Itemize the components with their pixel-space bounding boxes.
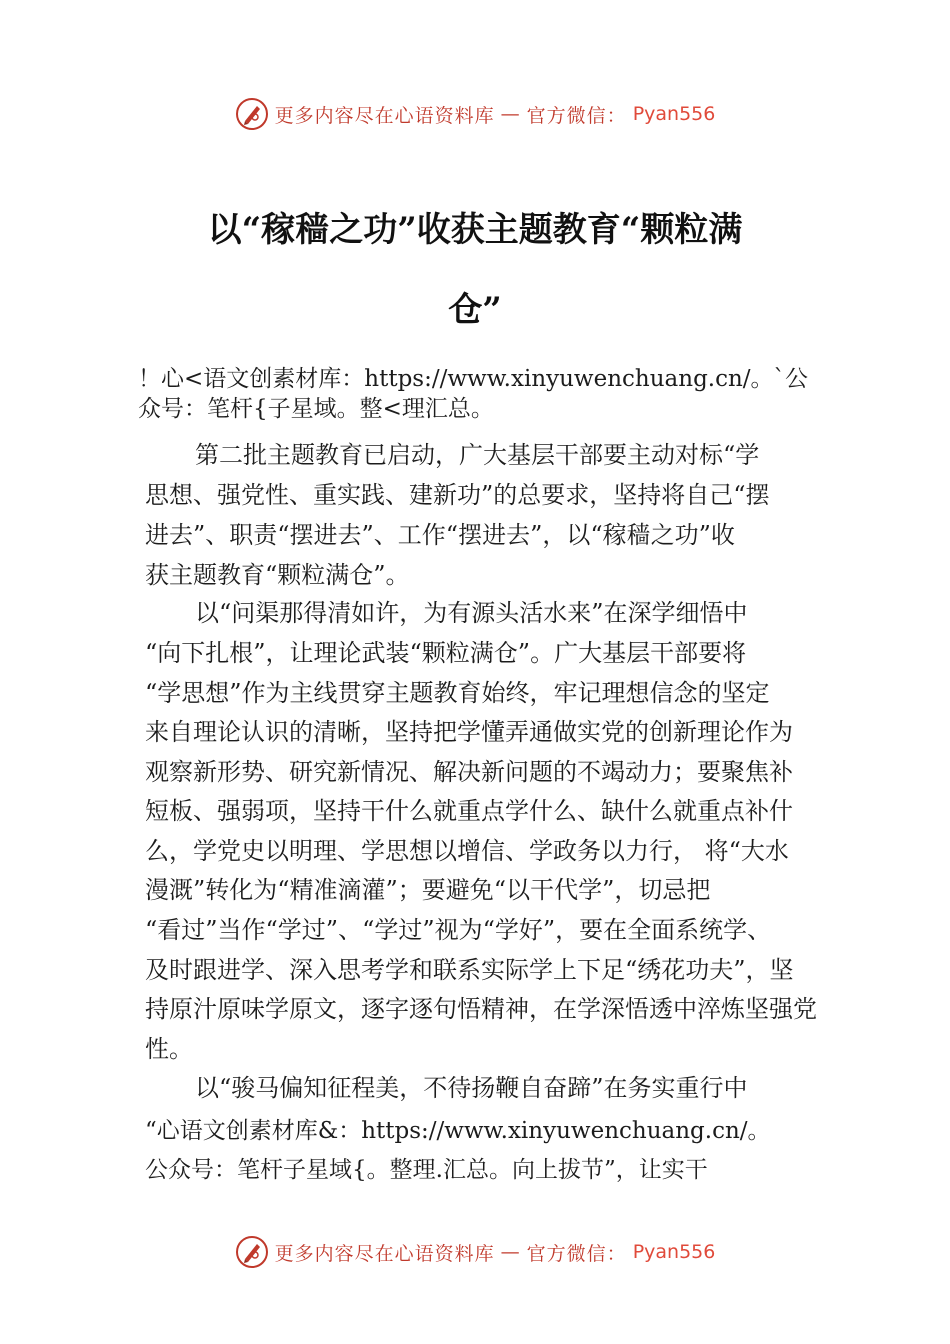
banner-dash: — xyxy=(500,1241,521,1263)
paragraph-line: 来自理论认识的清晰，坚持把学懂弄通做实党的创新理论作为 xyxy=(145,718,793,746)
banner-text: 更多内容尽在心语资料库 xyxy=(274,1242,495,1265)
paragraph-line: 获主题教育“颗粒满仓”。 xyxy=(145,561,410,589)
paragraph-line: 以“骏马偏知征程美，不待扬鞭自奋蹄”在务实重行中 xyxy=(195,1074,748,1102)
header-banner xyxy=(0,94,950,134)
source-note-line: 众号：笔杆{子星域。整<理汇总。 xyxy=(138,396,494,422)
paragraph-line: 第二批主题教育已启动，广大基层干部要主动对标“学 xyxy=(195,441,760,469)
paragraph-line: “向下扎根”，让理论武装“颗粒满仓”。广大基层干部要将 xyxy=(145,639,747,667)
document-title-line-1: 以“稼穑之功”收获主题教育“颗粒满 xyxy=(207,210,743,250)
paragraph-line: 以“问渠那得清如许，为有源头活水来”在深学细悟中 xyxy=(195,599,748,627)
paragraph-line: 及时跟进学、深入思考学和联系实际学上下足“绣花功夫”，坚 xyxy=(145,956,794,984)
pen-nib-logo-icon xyxy=(235,97,269,131)
document-title-line-2: 仓” xyxy=(448,290,502,330)
banner-wechat-id: Pyan556 xyxy=(632,1241,716,1263)
paragraph-line: 观察新形势、研究新情况、解决新问题的不竭动力；要聚焦补 xyxy=(145,758,793,786)
paragraph-line: 思想、强党性、重实践、建新功”的总要求，坚持将自己“摆 xyxy=(145,481,770,509)
source-note-line: “心语文创素材库&：https://www.xinyuwenchuang.cn/。 xyxy=(145,1118,771,1144)
pen-nib-logo-icon xyxy=(235,1235,269,1269)
banner-wechat-label: 官方微信： xyxy=(526,1242,627,1265)
paragraph-line: 漫溉”转化为“精准滴灌”；要避免“以干代学”，切忌把 xyxy=(145,876,711,904)
banner-wechat-label: 官方微信： xyxy=(526,104,627,127)
paragraph-line: 短板、强弱项，坚持干什么就重点学什么、缺什么就重点补什 xyxy=(145,797,793,825)
banner-wechat-id: Pyan556 xyxy=(632,103,716,125)
paragraph-line: “看过”当作“学过”、“学过”视为“学好”，要在全面系统学、 xyxy=(145,916,772,944)
paragraph-line: “学思想”作为主线贯穿主题教育始终，牢记理想信念的坚定 xyxy=(145,679,770,707)
source-note-line: ！心<语文创素材库：https://www.xinyuwenchuang.cn/。`公 xyxy=(138,366,809,392)
footer-banner xyxy=(0,1232,950,1272)
source-note-line: 公众号：笔杆子星域{。整理.汇总。向上拔节”，让实干 xyxy=(145,1157,708,1183)
paragraph-line: 进去”、职责“摆进去”、工作“摆进去”，以“稼穑之功”收 xyxy=(145,521,735,549)
banner-text: 更多内容尽在心语资料库 xyxy=(274,104,495,127)
paragraph-line: 性。 xyxy=(145,1035,193,1063)
paragraph-line: 持原汁原味学原文，逐字逐句悟精神，在学深悟透中淬炼坚强党 xyxy=(145,995,817,1023)
banner-dash: — xyxy=(500,103,521,125)
paragraph-line: 么，学党史以明理、学思想以增信、学政务以力行， 将“大水 xyxy=(145,837,789,865)
